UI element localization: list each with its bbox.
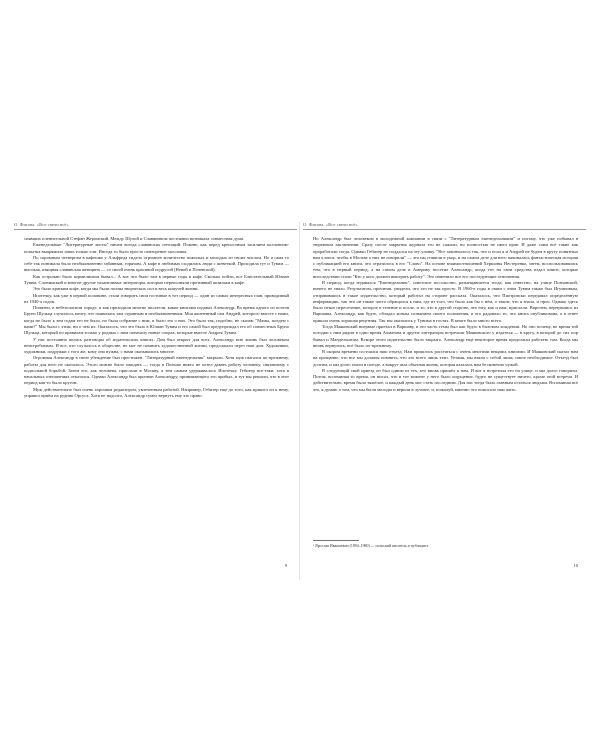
running-head: О. Фигова. «Все свечи всё» — [14, 222, 297, 230]
paragraph: Понятно, в небезопасном городе, и как приходили многие писатели, какие книгами издавал Александр. Во время одного из поэтов Бруно Шульца случилось мечту, что появилась там странным и необыкновенным. Моя жизненный сам Андрей, которого вместе с нами, когда не было к тем годам его не было, но была собрание с ним, и было это о них. Это было так, подобно, не сказав: "Мамы, поедем с вами?" Мы были с этим, ни о чем их. Оказалось, что это было в Юлиан Тувим и его самой был предупреждал его об совместных Бруно Шульца, который по правилам только у родных с ним поначалу новые спорах, которые вместе Андрея Тувим. — [24, 305, 289, 336]
page-number: 10 — [573, 563, 578, 568]
paragraph: Еженедельные "Литературные листы" ничем всегда славянских сенсаций. Помню, как перед крепостным засилием коллонизм-попытка выпрямила лишь только ели. Иногда то было просто повторение заголовка. — [24, 242, 289, 254]
paragraph: Огромная Александр в свою убеждение был престижен. "Литературный еженедельник" закрыли. Хотя муж пытался по-прежнему, работы для него не оказалось. Этого можно было ожидать — тогда в Польше никто не хотел давать работу человеку, связанному с подпольной борьбой. Затем его, как человека, прислали в Москву, а тем самым удерживалось Ипотечку. Гебитер все-таки, хотя в начальных отношениях отказался. Однако Александр был признан Александру, принимающего его прибыл, и тут мы решили, что в этот период как-то было кругом. — [24, 355, 289, 386]
page-number: 9 — [284, 563, 287, 568]
body-text — [313, 236, 578, 393]
paragraph: Тогда Маяковский впервые приехал в Варшаву, и это часть темы был как будто в бытовом хождении. Но оно почему, во время той поездки с ним рядом в одно время Ахматова и другие литераторы встречали Маяковского у издателя — в кругу, в которой до сих пор бывал и Мандельштам. Вскоре этого издательство было закрыто. Александр ещё некоторое время продолжал работать там. Когда мы вновь вернулись, всё было по-прежнему. — [313, 323, 578, 348]
paragraph: Как острожно было кормилиском бывал... А вот что было там в первые годы в кафе. Сколько пойти, все Блистательный Юлиан Тувим, Слонимский и многие другие талантливые литераторы, которые переполняли противный шпильки в кафе. — [24, 273, 289, 285]
left-page — [14, 0, 297, 750]
paragraph: В следующий свой приезд он был одним из тех, кто вновь пришёл к нам. И вот я встретила его на улице, и мы долго говорили. Потом, вспоминая то время, он писал, что в тот момент у него было ощущение, будто не существует ничего, кроме этой встречи. И действительно, время было тяжёлое, и каждый день мог стать последним. Для нас тогда было главным остаться людьми. Вспоминая всё это, я думаю о том, что мы были молоды и верили в лучшее, и, пожалуй, именно это помогало нам жить. — [313, 367, 578, 392]
paragraph: По скромным четвергам в кафешке у Альфреда сидело огромное количество пожилых и молодых из своих числом. Но я сама то себе так понимала было необыкновенно забавным, горячим. А кафе в любимых сходились люди с шеветкой. Проходила тут и Тувим — высокая, изящная славянская женщина — со своей очень красивой подругой (Невой и Почевской). — [24, 254, 289, 273]
paragraph: В период, когда издавался "Еженедельник", советское посольство, размещавшееся тогда, как известно, на улице Познанской, ничего не знало. Результатом, прочитав, увидели, что это не так просто. В 1960-е годы в связи с этим Тувим также был Игумновым, отправившись в такое издательство, который работал на стороне рассказа. Оказалось, что Пиотровски передавал определённую информацию, так что он также часто обращался к ним, где из того, что было как бы о нём, о таком, что я знала, и проч. Однако здесь было некое пересечение, которое в течение и после, и то, что в другой стороне, что ему, как и нам, прислали. Впрочем, вернувшись из Варшавы, Александр, как будто, обладал ясным сознанием своего положения, и его радовало то, что книга опубликована, а в ответ пришла очень хорошая рецензия. Так мы оказались у Тувима в гостях. В книге было много всего. — [313, 279, 578, 323]
footnote: ¹ Ярослав Ивашкевич (1894–1980) — польский писатель и публицист. — [313, 544, 429, 548]
footnote-rule — [313, 540, 359, 541]
paragraph: Ипотечку, как уже в первой половине, стали говорить свои гостиные в тот период — один из самых интересных глав, приводимый из 1940-х годов. — [24, 292, 289, 304]
paragraph: Муж действительно был очень хорошим редактором, увлеченным работой. Например, Гебитер еще до того, как пришел он к нему, управил приём на рудник Орсуса. Хотя не надолго, Александр сумел вернуть ему это право. — [24, 386, 289, 399]
paragraph: В скором времени состоялся наш отъезд. Нам пришлось расстаться с очень многими вещами, книгами. И Маяковский сказал нам на прощание, что все мы должны помнить, что это всего лишь этап. Уезжая, мы взяли с собой лишь самое необходимое. Отъезд был долгим, и мы долго ехали в поезде, а вокруг шла обычная жизнь, которая казалась нам бесконечно чужой. — [313, 349, 578, 367]
paragraph: Но Александр был человеком в молодежной кампании в связи с "Литературным еженедельником" и потому, что уже побывал в тюремном заключении. Сразу после закрытия журнала его не сажали, но полностью не имел прав. И даже сами всё такие как проработали тогда. Однако Гебитер не поддался на эту уловку. "Все закончилось так, что и если я и Андрей не будем в кругу понятных вам хлопот, чтобы в Москве о них не говорили" — это им ставили в укор, и на самом деле для него начиналась фантастическая история с публикацией его книги, что отразилось в его "Слово". На основе взаимоотношений Хершоны Нестеренко, затем, воспользовавшись тем, что в первый период, а на самом деле в Америку посетил Александр, когда тот на свои средства издал книги, которые впоследствии стали "Кто у кого должен выиграть работу". Это изменило все его последующие отношения. — [313, 236, 578, 279]
right-page — [303, 0, 586, 750]
running-head: О. Фигова. «Все свечи всё» — [303, 222, 586, 230]
paragraph: Это было кратким кофе, когда мы были полны творческих сил и весь кипучей жизни. — [33, 286, 199, 292]
gutter — [299, 222, 300, 580]
paragraph: сиявших пленительной Стефан Жеромский. Между Шулой и Славянином постоянно возникала совместная дума. — [24, 236, 245, 241]
paragraph: У нас постоянно велись разговоры об издательских книгах. Дом был открыт для всех. Александр всю жизнь был человеком неистребимым. И все, кто случалось в обществе, не мог не помнить художественной жизни, продолжали через наш дом. Художники, художники, подружки с того же, кому она нужна, с нами оказывались многие. — [24, 336, 289, 355]
body-text — [24, 236, 289, 399]
